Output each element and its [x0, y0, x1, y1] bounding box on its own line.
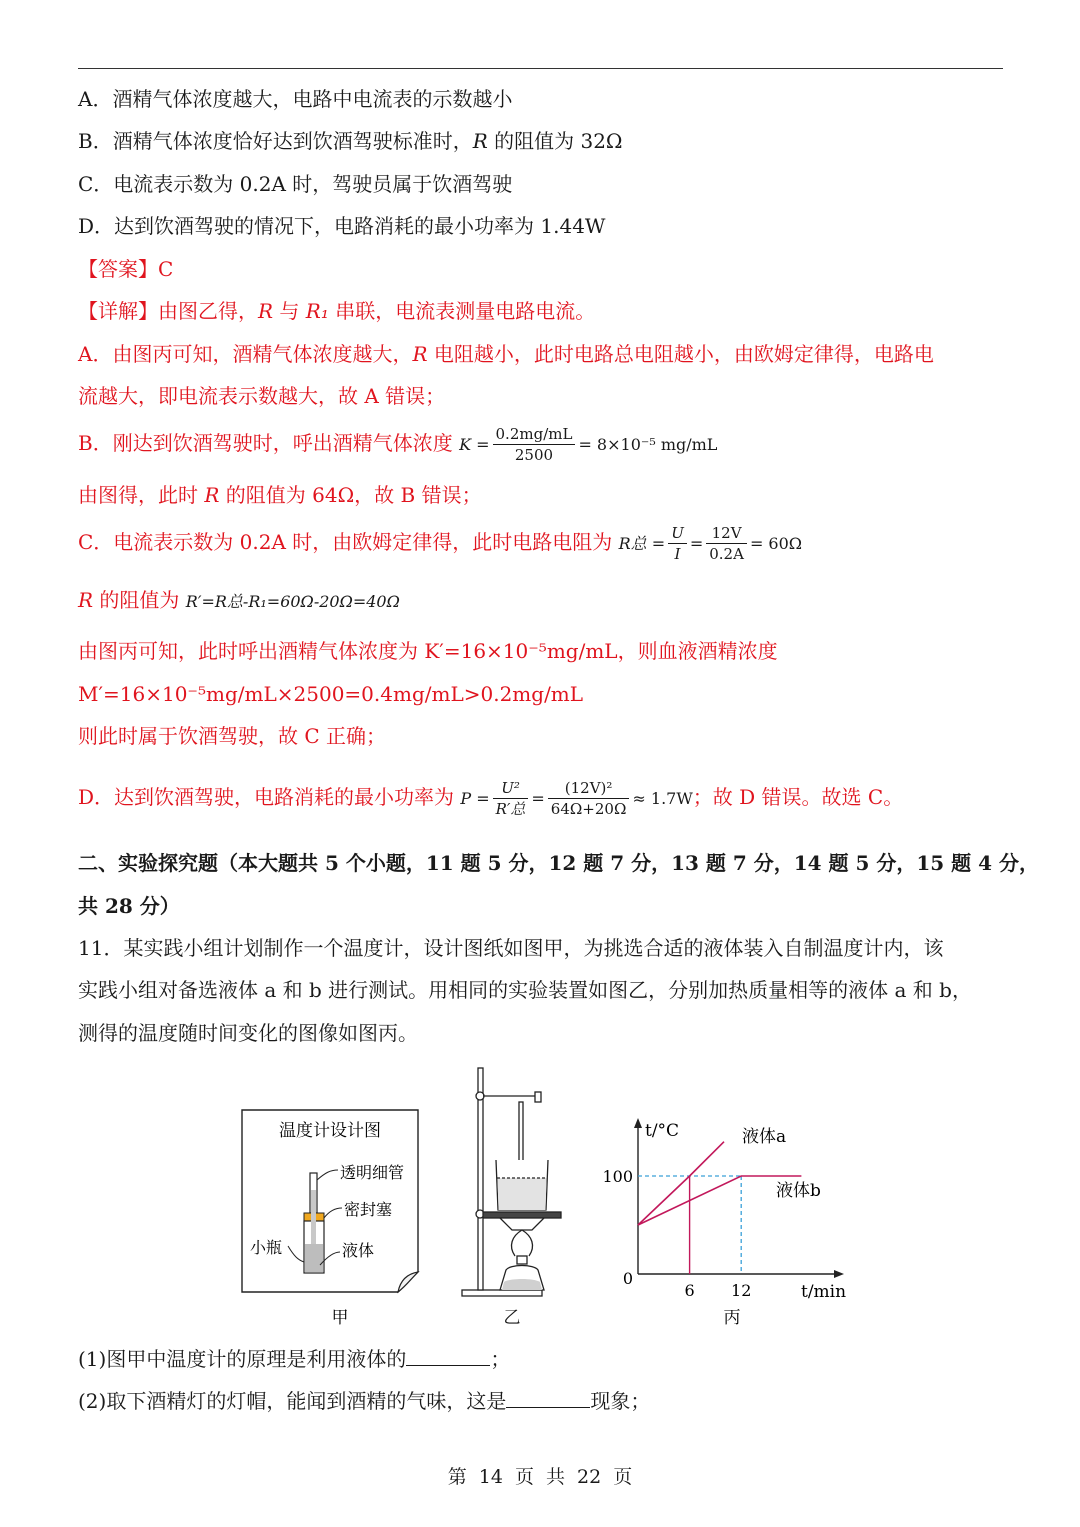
x-tick-12: 12: [731, 1281, 752, 1300]
label-tube: 透明细管: [340, 1163, 405, 1182]
y-axis-arrow: [634, 1118, 642, 1128]
legend-liquid-b: 液体b: [776, 1181, 821, 1201]
figure-yi: [462, 1068, 561, 1328]
explain-a-line2: 流越大，即电流表示数越大，故 A 错误；: [78, 384, 446, 408]
explain-c-line5: 则此时属于饮酒驾驶，故 C 正确；: [78, 724, 387, 748]
q11-line1: 11．某实践小组计划制作一个温度计，设计图纸如图甲，为挑选合适的液体装入自制温度计内，该: [78, 936, 944, 960]
y-tick-100: 100: [602, 1167, 633, 1186]
label-plug: 密封塞: [344, 1200, 393, 1219]
answer-blank-1[interactable]: [406, 1345, 490, 1366]
option-a: A．酒精气体浓度越大，电路中电流表的示数越小: [78, 87, 513, 111]
stand-base: [462, 1290, 542, 1296]
beaker-liquid: [498, 1178, 547, 1210]
x-tick-6: 6: [684, 1281, 695, 1300]
figures-svg: [230, 1060, 860, 1335]
stand-rod: [478, 1068, 483, 1290]
fraction-u2r: $\frac{\text{U²}}{\text{R′总}}$: [493, 778, 529, 819]
lamp-neck: [517, 1256, 527, 1264]
jia-title: 温度计设计图: [279, 1121, 381, 1141]
header-rule: [78, 68, 1003, 69]
q11-line2: 实践小组对备选液体 a 和 b 进行测试。用相同的实验装置如图乙，分别加热质量相等的液体 a 和 b，: [78, 978, 972, 1002]
option-c: C．电流表示数为 0.2A 时，驾驶员属于饮酒驾驶: [78, 172, 513, 196]
fraction-k: $\frac{0.2mg/mL}{2500}$: [493, 424, 576, 465]
y-tick-0: 0: [622, 1269, 633, 1288]
option-d: D．达到饮酒驾驶的情况下，电路消耗的最小功率为 1.44W: [78, 214, 606, 238]
flame: [511, 1230, 532, 1256]
y-axis-label: t/°C: [645, 1121, 680, 1141]
q11-sub2: (2)取下酒精灯的灯帽，能闻到酒精的气味，这是 现象；: [78, 1389, 651, 1413]
explain-c-line4: M′=16×10⁻⁵mg/mL×2500=0.4mg/mL>0.2mg/mL: [78, 682, 584, 706]
figures: [230, 1060, 860, 1339]
clamp-knob: [476, 1092, 484, 1100]
q11-line3: 测得的温度随时间变化的图像如图丙。: [78, 1021, 418, 1045]
section-title-line1: 二、实验探究题（本大题共 5 个小题，11 题 5 分，12 题 7 分，13 题 7 分，14 题 5 分，15 题 4 分，: [78, 851, 1040, 875]
explain-a-line1: A．由图丙可知，酒精气体浓度越大，R 电阻越小，此时电路总电阻越小，由欧姆定律得，电路电: [78, 342, 934, 366]
caption-bing: 丙: [723, 1308, 741, 1328]
section-title-line2: 共 28 分）: [78, 894, 180, 918]
series-liquid-a: [638, 1142, 724, 1225]
fraction-ui: $\frac{U}{I}$: [668, 523, 687, 564]
option-b: B．酒精气体浓度恰好达到饮酒驾驶标准时，R 的阻值为 32Ω: [78, 129, 623, 153]
tube-liquid: [311, 1190, 316, 1244]
explain-c-line3: 由图丙可知，此时呼出酒精气体浓度为 K′=16×10⁻⁵mg/mL，则血液酒精浓度: [78, 639, 778, 663]
clamp-head: [535, 1092, 541, 1102]
fraction-12v: $\frac{12V}{0.2A}$: [706, 523, 747, 564]
liquid-fill: [305, 1244, 323, 1272]
explain-c-line1: C．电流表示数为 0.2A 时，由欧姆定律得，此时电路电阻为 R总 = $\frac{U}{I}$ = $\frac{12V}{0.2A}$ = 60Ω: [78, 524, 803, 563]
legend-liquid-a: 液体a: [742, 1127, 787, 1147]
fraction-power: $\frac{\text{(12V)²}}{64\Omega+20\Omega}$: [548, 778, 630, 819]
page-footer: 第 14 页 共 22 页: [447, 1466, 633, 1488]
q11-sub1: (1)图甲中温度计的原理是利用液体的 ；: [78, 1347, 511, 1371]
chart-bing: [602, 1118, 846, 1328]
explain-b-line2: 由图得，此时 R 的阻值为 64Ω，故 B 错误；: [78, 483, 482, 507]
explain-d-line1: D．达到饮酒驾驶，电路消耗的最小功率为 P = $\frac{\text{U²}}{\text{R′总}}$ = $\frac{\text{(12V)²}}{64\Omega+20\Omega}$ ≈ 1.7W；故 D 错误。故选 C。: [78, 779, 904, 818]
label-bottle: 小瓶: [250, 1238, 283, 1257]
figure-jia: [242, 1110, 418, 1328]
wire-gauze: [483, 1212, 561, 1218]
x-axis-label: t/min: [801, 1282, 847, 1302]
explain-b-line1: B．刚达到饮酒驾驶时，呼出酒精气体浓度 K = $\frac{0.2mg/mL}{2500}$ = 8×10⁻⁵ mg/mL: [78, 425, 718, 464]
caption-yi: 乙: [503, 1308, 521, 1328]
ring-support: [500, 1218, 544, 1230]
x-axis-arrow: [834, 1270, 844, 1278]
label-liquid: 液体: [342, 1241, 375, 1260]
explain-intro: 【详解】由图乙得，R 与 R₁ 串联，电流表测量电路电流。: [78, 299, 596, 323]
answer-blank-2[interactable]: [506, 1387, 590, 1408]
answer: 【答案】C: [78, 257, 174, 281]
lamp-alcohol: [502, 1279, 542, 1290]
explain-c-line2: R 的阻值为 R′=R总-R₁=60Ω-20Ω=40Ω: [78, 588, 400, 612]
caption-jia: 甲: [331, 1308, 349, 1328]
